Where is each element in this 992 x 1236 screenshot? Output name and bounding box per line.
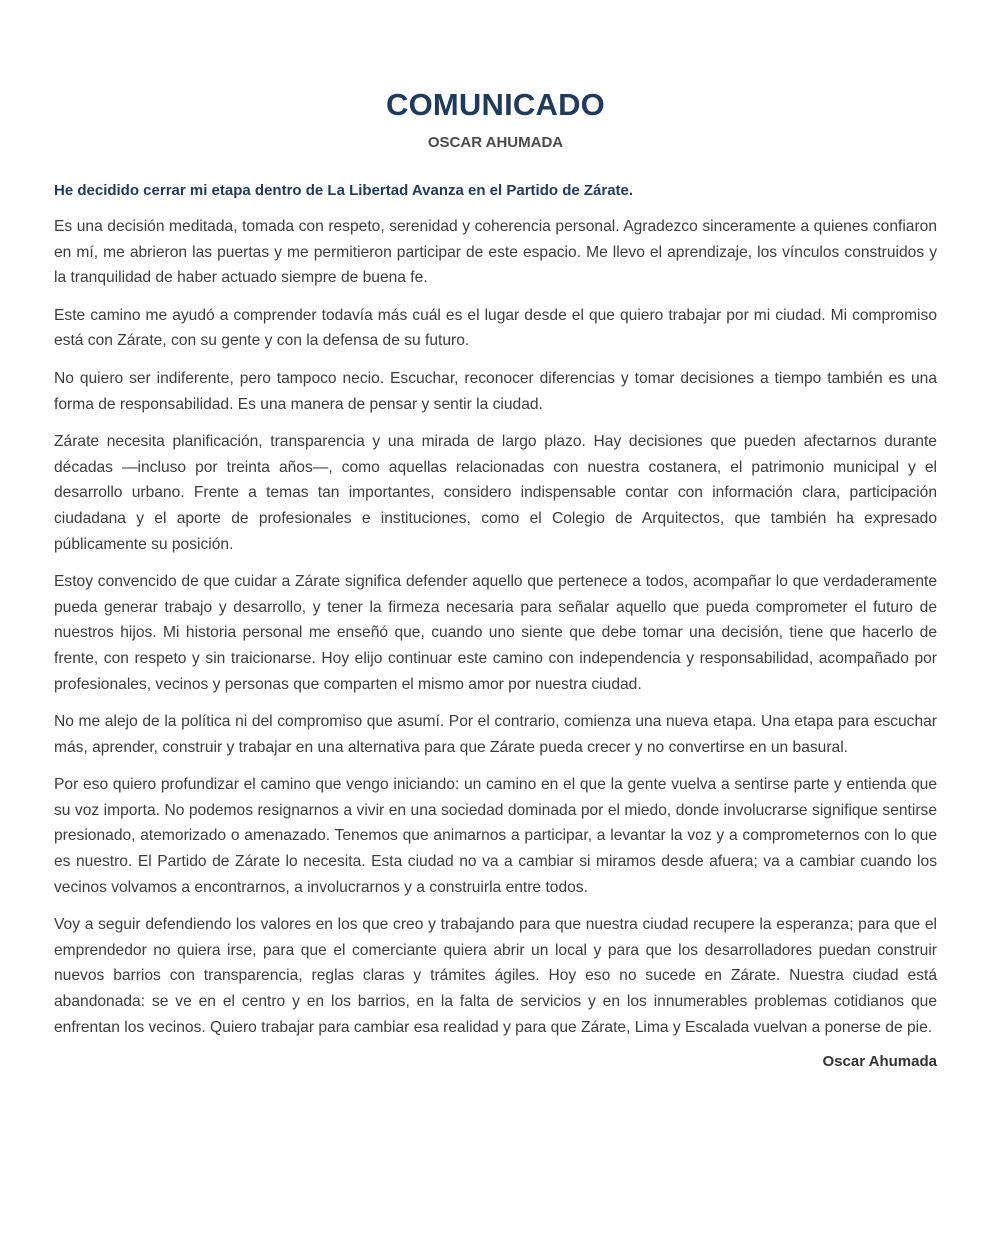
document-title: COMUNICADO [386, 87, 605, 122]
paragraph: No quiero ser indiferente, pero tampoco necio. Escuchar, reconocer diferencias y tomar decisiones a tiempo también es una forma de responsabilidad. Es una manera de pensar y sentir la ciudad. [54, 369, 937, 413]
paragraph: Zárate necesita planificación, transparencia y una mirada de largo plazo. Hay decisiones que pueden afectarnos durante décadas —incluso por treinta años—, como aquellas relacionadas con nuestra costanera, el patrimonio municipal y el desarrollo urbano. Frente a temas tan importantes, considero indispensable contar con información clara, participación ciudadana y el aporte de profesionales e instituciones, como el Colegio de Arquitectos, que también ha expresado públicamente su posición. [54, 433, 937, 553]
paragraph: Este camino me ayudó a comprender todavía más cuál es el lugar desde el que quiero trabajar por mi ciudad. Mi compromiso está con Zárate, con su gente y con la defensa de su futuro. [54, 306, 937, 350]
signature: Oscar Ahumada [822, 1053, 937, 1071]
paragraph: Estoy convencido de que cuidar a Zárate significa defender aquello que pertenece a todos, acompañar lo que verdaderamente pueda generar trabajo y desarrollo, y tener la firmeza necesaria para señalar aquello que pueda comprometer el futuro de nuestros hijos. Mi historia personal me enseñó que, cuando uno siente que debe tomar una decisión, tiene que hacerlo de frente, con respeto y sin traicionarse. Hoy elijo continuar este camino con independencia y responsabilidad, acompañado por profesionales, vecinos y personas que comparten el mismo amor por nuestra ciudad. [54, 573, 937, 693]
lead-statement: He decidido cerrar mi etapa dentro de La Libertad Avanza en el Partido de Zárate. [54, 182, 634, 199]
paragraph: Es una decisión meditada, tomada con respeto, serenidad y coherencia personal. Agradezco sinceramente a quienes confiaron en mí, me abrieron las puertas y me permitieron participar de este espacio. Me llevo el aprendizaje, los vínculos construidos y la tranquilidad de haber actuado siempre de buena fe. [54, 218, 937, 287]
paragraph: No me alejo de la política ni del compromiso que asumí. Por el contrario, comienza una nueva etapa. Una etapa para escuchar más, aprender, construir y trabajar en una alternativa para que Zárate pueda crecer y no convertirse en un basural. [54, 713, 937, 756]
paragraph: Por eso quiero profundizar el camino que vengo iniciando: un camino en el que la gente vuelva a sentirse parte y entienda que su voz importa. No podemos resignarnos a vivir en una sociedad dominada por el miedo, donde involucrarse signifique sentirse presionado, atemorizado o amenazado. Tenemos que animarnos a participar, a levantar la voz y a comprometernos con lo que es nuestro. El Partido de Zárate lo necesita. Esta ciudad no va a cambiar si miramos desde afuera; va a cambiar cuando los vecinos volvamos a encontrarnos, a involucrarnos y a construirla entre todos. [54, 776, 937, 896]
document-author: OSCAR AHUMADA [427, 134, 564, 151]
document-body [54, 214, 937, 1040]
paragraph: Voy a seguir defendiendo los valores en los que creo y trabajando para que nuestra ciudad recupere la esperanza; para que el emprendedor no quiera irse, para que el comerciante quiera abrir un local y para que los desarrolladores puedan construir nuevos barrios con transparencia, reglas claras y trámites ágiles. Hoy eso no sucede en Zárate. Nuestra ciudad está abandonada: se ve en el centro y en los barrios, en la falta de servicios y en los innumerables problemas cotidianos que enfrentan los vecinos. Quiero trabajar para cambiar esa realidad y para que Zárate, Lima y Escalada vuelvan a ponerse de pie. [54, 916, 937, 1036]
